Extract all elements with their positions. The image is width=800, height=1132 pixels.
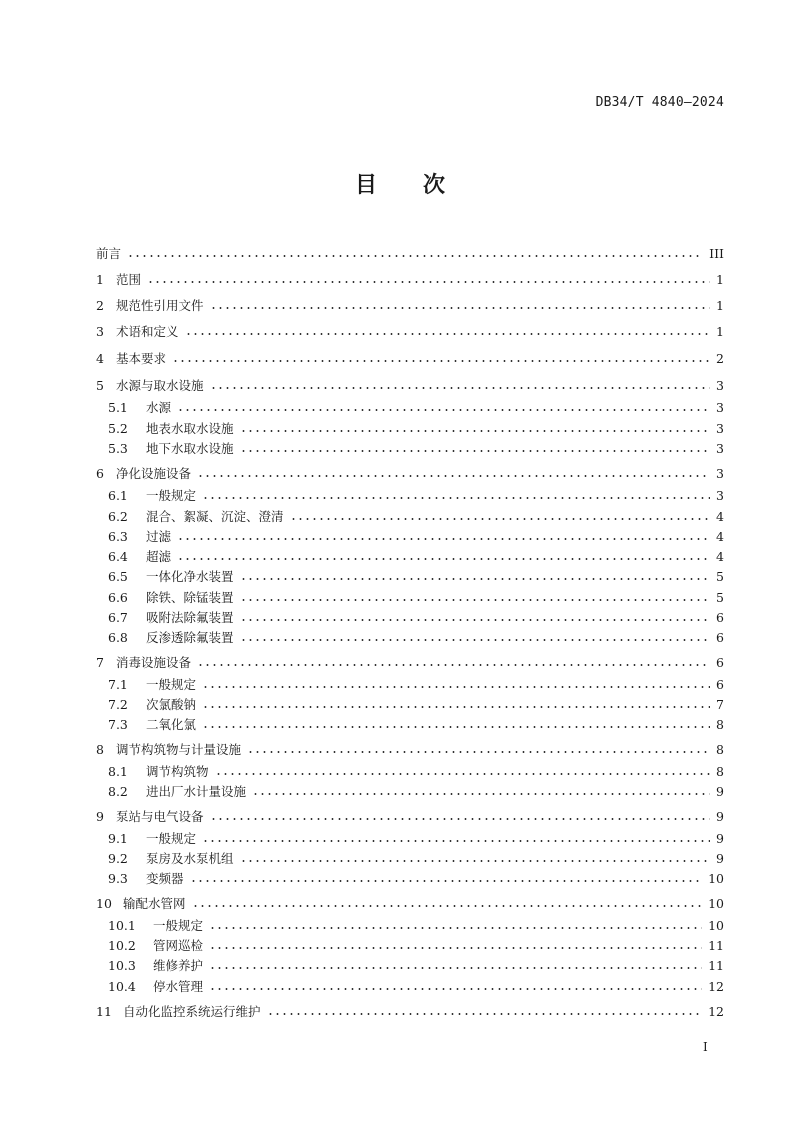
toc-entry-page: 4 <box>716 508 724 524</box>
toc-entry-title: 次氯酸钠 <box>146 697 197 712</box>
toc-entry-title: 一般规定 <box>146 831 197 846</box>
toc-entry-title: 泵房及水泵机组 <box>146 851 234 866</box>
toc-dot-leader <box>240 599 711 601</box>
toc-entry-page: 12 <box>708 978 724 994</box>
toc-entry[interactable] <box>96 463 724 483</box>
toc-entry[interactable] <box>96 321 724 341</box>
page-title <box>0 168 800 199</box>
toc-entry-title: 基本要求 <box>116 351 167 366</box>
toc-dot-leader <box>209 947 702 949</box>
toc-dot-leader <box>240 639 711 641</box>
toc-entry-page: 4 <box>716 548 724 564</box>
toc-entry[interactable] <box>108 397 724 417</box>
toc-entry-number: 2 <box>96 297 104 313</box>
toc-entry[interactable] <box>108 674 724 694</box>
toc-entry[interactable] <box>108 485 724 505</box>
toc-entry[interactable] <box>108 828 724 848</box>
toc-entry-page: 7 <box>716 696 724 712</box>
toc-entry[interactable] <box>108 714 724 734</box>
toc-entry-page: 3 <box>716 399 724 415</box>
toc-entry-title: 调节构筑物与计量设施 <box>116 742 242 757</box>
toc-entry-page: 11 <box>708 957 724 973</box>
toc-entry-title: 除铁、除锰装置 <box>146 590 234 605</box>
toc-entry-page: 6 <box>716 629 724 645</box>
toc-entry-number: 10.1 <box>108 917 136 933</box>
toc-entry[interactable] <box>96 893 724 913</box>
toc-entry-title: 进出厂水计量设施 <box>146 784 247 799</box>
toc-entry[interactable] <box>96 243 724 263</box>
toc-entry[interactable] <box>96 348 724 368</box>
toc-entry-title: 消毒设施设备 <box>116 655 192 670</box>
toc-entry-title: 净化设施设备 <box>116 466 192 481</box>
toc-dot-leader <box>252 793 710 795</box>
toc-dot-leader <box>127 255 703 257</box>
toc-entry-title: 一般规定 <box>146 677 197 692</box>
toc-entry-page: 11 <box>708 937 724 953</box>
toc-entry-page: 8 <box>716 716 724 732</box>
toc-entry-title: 一般规定 <box>153 918 204 933</box>
toc-entry[interactable] <box>108 955 724 975</box>
toc-entry-number: 9.2 <box>108 850 128 866</box>
toc-entry-page: 8 <box>716 741 724 757</box>
toc-dot-leader <box>192 905 703 907</box>
toc-entry-number: 8 <box>96 741 104 757</box>
toc-dot-leader <box>172 360 710 362</box>
toc-dot-leader <box>210 307 711 309</box>
toc-entry[interactable] <box>108 976 724 996</box>
toc-dot-leader <box>209 927 702 929</box>
toc-entry-page: 3 <box>716 487 724 503</box>
toc-entry-title: 调节构筑物 <box>146 764 209 779</box>
toc-entry[interactable] <box>108 546 724 566</box>
toc-entry[interactable] <box>108 694 724 714</box>
toc-entry[interactable] <box>108 761 724 781</box>
toc-entry-number: 7.2 <box>108 696 128 712</box>
toc-dot-leader <box>177 409 710 411</box>
title-char-2: 次 <box>423 173 446 198</box>
toc-dot-leader <box>202 497 710 499</box>
toc-entry-page: 5 <box>716 589 724 605</box>
toc-entry-page: 9 <box>716 850 724 866</box>
toc-entry-page: 9 <box>716 808 724 824</box>
toc-entry-title: 吸附法除氟装置 <box>146 610 234 625</box>
toc-entry[interactable] <box>96 375 724 395</box>
toc-dot-leader <box>240 619 711 621</box>
toc-entry-page: 1 <box>716 323 724 339</box>
toc-dot-leader <box>202 840 710 842</box>
toc-entry[interactable] <box>108 848 724 868</box>
toc-dot-leader <box>202 686 710 688</box>
toc-entry-number: 3 <box>96 323 104 339</box>
toc-entry-page: 10 <box>708 917 724 933</box>
toc-dot-leader <box>177 538 710 540</box>
toc-dot-leader <box>185 333 711 335</box>
toc-entry-number: 10.4 <box>108 978 136 994</box>
toc-entry-page: 6 <box>716 654 724 670</box>
toc-entry-number: 6.1 <box>108 487 128 503</box>
toc-entry-number: 10.3 <box>108 957 136 973</box>
toc-entry-number: 10 <box>96 895 112 911</box>
toc-entry-number: 6.3 <box>108 528 128 544</box>
toc-entry-number: 8.1 <box>108 763 128 779</box>
toc-entry-number: 6.4 <box>108 548 128 564</box>
toc-entry[interactable] <box>96 269 724 289</box>
toc-entry[interactable] <box>96 295 724 315</box>
toc-entry-page: 12 <box>708 1003 724 1019</box>
toc-entry-page: 8 <box>716 763 724 779</box>
toc-dot-leader <box>177 558 710 560</box>
toc-entry-title: 规范性引用文件 <box>116 298 204 313</box>
toc-entry-title: 输配水管网 <box>123 896 186 911</box>
toc-entry-title: 二氧化氯 <box>146 717 197 732</box>
toc-entry-number: 7.1 <box>108 676 128 692</box>
toc-entry-number: 9.1 <box>108 830 128 846</box>
toc-entry-page: 6 <box>716 676 724 692</box>
toc-dot-leader <box>202 726 710 728</box>
toc-entry-number: 5.1 <box>108 399 128 415</box>
toc-entry-page: 10 <box>708 895 724 911</box>
toc-entry-number: 10.2 <box>108 937 136 953</box>
toc-entry-number: 7 <box>96 654 104 670</box>
toc-entry-title: 水源 <box>146 400 172 415</box>
toc-entry-title: 泵站与电气设备 <box>116 809 204 824</box>
toc-entry[interactable] <box>108 935 724 955</box>
toc-entry-page: III <box>709 245 724 261</box>
toc-dot-leader <box>240 578 711 580</box>
toc-entry-number: 11 <box>96 1003 112 1019</box>
toc-dot-leader <box>197 664 710 666</box>
toc-entry-title: 变频器 <box>146 871 184 886</box>
toc-entry-title: 管网巡检 <box>153 938 204 953</box>
toc-entry-number: 6.2 <box>108 508 128 524</box>
toc-entry-number: 6 <box>96 465 104 481</box>
toc-entry-page: 1 <box>716 271 724 287</box>
toc-entry[interactable] <box>108 438 724 458</box>
toc-entry-title: 自动化监控系统运行维护 <box>123 1004 261 1019</box>
toc-entry-number: 5.3 <box>108 440 128 456</box>
toc-entry-title: 一体化净水装置 <box>146 569 234 584</box>
toc-entry-title: 停水管理 <box>153 979 204 994</box>
toc-entry-page: 6 <box>716 609 724 625</box>
toc-dot-leader <box>202 706 710 708</box>
toc-dot-leader <box>209 988 702 990</box>
toc-entry[interactable] <box>108 418 724 438</box>
toc-entry[interactable] <box>108 607 724 627</box>
toc-entry-number: 6.6 <box>108 589 128 605</box>
toc-entry-title: 前言 <box>96 246 122 261</box>
toc-entry-number: 7.3 <box>108 716 128 732</box>
toc-entry-number: 5.2 <box>108 420 128 436</box>
toc-entry-title: 地下水取水设施 <box>146 441 234 456</box>
toc-entry[interactable] <box>108 868 724 888</box>
toc-entry-title: 地表水取水设施 <box>146 421 234 436</box>
toc-dot-leader <box>267 1013 703 1015</box>
standard-number: DB34/T 4840—2024 <box>595 95 724 110</box>
toc-entry-title: 超滤 <box>146 549 172 564</box>
toc-entry[interactable] <box>96 739 724 759</box>
toc-entry-title: 一般规定 <box>146 488 197 503</box>
toc-entry-title: 混合、絮凝、沉淀、澄清 <box>146 509 284 524</box>
title-char-1: 目 <box>354 173 377 198</box>
toc-entry-number: 8.2 <box>108 783 128 799</box>
toc-dot-leader <box>209 967 702 969</box>
toc-entry-number: 5 <box>96 377 104 393</box>
toc-dot-leader <box>147 281 710 283</box>
toc-entry[interactable] <box>108 915 724 935</box>
toc-entry-page: 9 <box>716 783 724 799</box>
toc-dot-leader <box>247 751 710 753</box>
toc-entry-page: 1 <box>716 297 724 313</box>
toc-dot-leader <box>290 518 711 520</box>
toc-dot-leader <box>210 818 711 820</box>
toc-entry-page: 3 <box>716 420 724 436</box>
toc-dot-leader <box>210 387 711 389</box>
toc-entry-page: 9 <box>716 830 724 846</box>
toc-entry-page: 4 <box>716 528 724 544</box>
toc-dot-leader <box>215 773 711 775</box>
toc-entry-page: 10 <box>708 870 724 886</box>
toc-entry-number: 4 <box>96 350 104 366</box>
toc-entry-number: 6.8 <box>108 629 128 645</box>
toc-entry-title: 范围 <box>116 272 142 287</box>
toc-dot-leader <box>240 450 711 452</box>
toc-entry-page: 5 <box>716 568 724 584</box>
toc-entry[interactable] <box>108 587 724 607</box>
toc-entry[interactable] <box>108 627 724 647</box>
toc-entry-page: 3 <box>716 440 724 456</box>
toc-entry[interactable] <box>96 806 724 826</box>
toc-entry-title: 过滤 <box>146 529 172 544</box>
toc-dot-leader <box>240 860 711 862</box>
toc-entry-number: 1 <box>96 271 104 287</box>
toc-entry-title: 术语和定义 <box>116 324 179 339</box>
page-number: I <box>703 1040 708 1054</box>
toc-entry[interactable] <box>108 506 724 526</box>
toc-entry-number: 9 <box>96 808 104 824</box>
toc-entry[interactable] <box>96 1001 724 1021</box>
toc-entry-number: 9.3 <box>108 870 128 886</box>
toc-entry-page: 3 <box>716 465 724 481</box>
toc-entry-number: 6.5 <box>108 568 128 584</box>
toc-entry-number: 6.7 <box>108 609 128 625</box>
toc-entry[interactable] <box>96 652 724 672</box>
toc-dot-leader <box>190 880 703 882</box>
toc-entry[interactable] <box>108 566 724 586</box>
toc-entry-title: 反渗透除氟装置 <box>146 630 234 645</box>
toc-entry-title: 维修养护 <box>153 958 204 973</box>
toc-dot-leader <box>197 475 710 477</box>
toc-entry-page: 3 <box>716 377 724 393</box>
toc-entry[interactable] <box>108 526 724 546</box>
toc-entry-page: 2 <box>716 350 724 366</box>
toc-entry-title: 水源与取水设施 <box>116 378 204 393</box>
toc-dot-leader <box>240 430 711 432</box>
toc-entry[interactable] <box>108 781 724 801</box>
